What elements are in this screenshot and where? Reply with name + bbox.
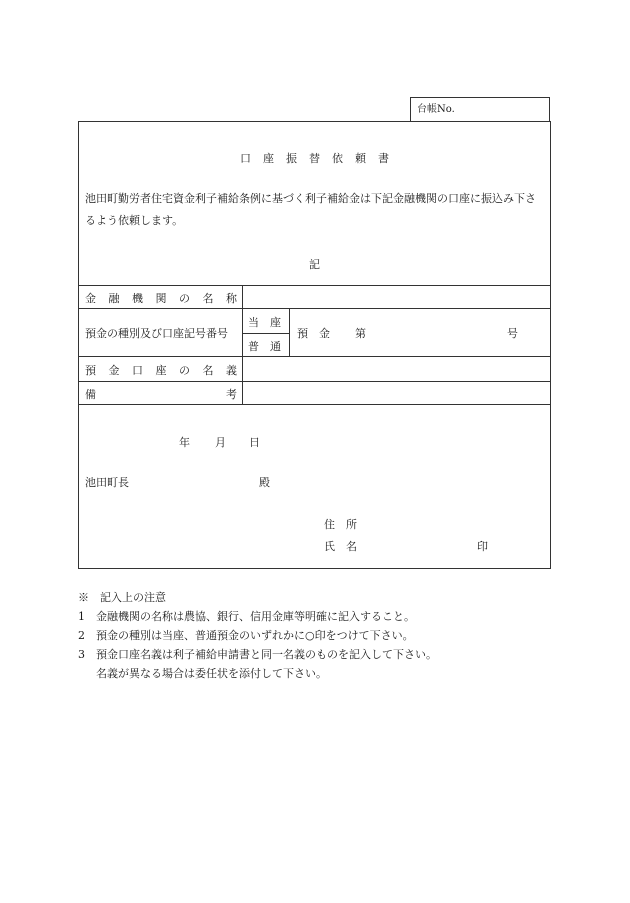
holder-char: 義 xyxy=(226,364,237,377)
account-holder-label xyxy=(85,362,237,378)
ledger-number-label: 台帳No. xyxy=(417,104,455,115)
type-column-line xyxy=(289,308,290,356)
name-label: 氏 名 xyxy=(324,540,357,553)
notes-section xyxy=(78,588,437,683)
note-number: 3 xyxy=(78,648,85,661)
addressee: 池田町長 xyxy=(85,476,129,489)
remarks-label xyxy=(85,386,237,402)
note-continuation: 名義が異なる場合は委任状を添付して下さい。 xyxy=(96,667,327,680)
type-split-line xyxy=(242,333,289,334)
row-line-2 xyxy=(79,356,550,357)
intro-text: 池田町勤労者住宅資金利子補給条例に基づく利子補給金は下記金融機関の口座に振込み下さるよう依頼します。 xyxy=(85,192,536,227)
note-item xyxy=(78,645,437,664)
transfer-request-form xyxy=(78,121,551,569)
institution-char: 金 xyxy=(85,292,96,305)
note-text: 金融機関の名称は農協、銀行、信用金庫等明確に記入すること。 xyxy=(96,610,415,623)
table-top-line xyxy=(79,285,550,286)
note-item xyxy=(78,626,437,645)
touza-option: 当 座 xyxy=(248,316,281,329)
account-type-label: 預金の種別及び口座記号番号 xyxy=(85,327,228,340)
holder-char: 預 xyxy=(85,364,96,377)
seal-mark: 印 xyxy=(477,540,488,553)
date-month: 月 xyxy=(215,436,226,449)
label-column-line xyxy=(242,285,243,404)
ledger-number-box xyxy=(410,97,550,121)
note-item xyxy=(78,607,437,626)
holder-char: 口 xyxy=(132,364,143,377)
note-text: 預金口座名義は利子補給申請書と同一名義のものを記入して下さい。 xyxy=(96,648,437,661)
notes-heading: ※ 記入上の注意 xyxy=(78,591,166,604)
go-label: 号 xyxy=(507,327,518,340)
dai-label: 第 xyxy=(355,327,366,340)
institution-char: 名 xyxy=(202,292,214,305)
institution-char: 関 xyxy=(155,292,167,305)
ki-label: 記 xyxy=(309,258,320,271)
remarks-char: 考 xyxy=(226,388,237,401)
note-number: 1 xyxy=(78,610,85,623)
remarks-char: 備 xyxy=(85,388,96,401)
holder-char: の xyxy=(179,364,190,377)
futsu-option: 普 通 xyxy=(248,340,281,353)
institution-char: 称 xyxy=(226,292,237,305)
address-label: 住 所 xyxy=(324,518,357,531)
institution-char: の xyxy=(179,292,190,305)
holder-char: 座 xyxy=(155,364,167,377)
form-title: 口座振替依頼書 xyxy=(240,152,401,165)
institution-char: 融 xyxy=(108,292,120,305)
row-line-4 xyxy=(79,404,550,405)
institution-name-label xyxy=(85,290,237,306)
note-number: 2 xyxy=(78,629,85,642)
holder-char: 金 xyxy=(108,364,120,377)
date-year: 年 xyxy=(179,436,190,449)
row-line-1 xyxy=(79,308,550,309)
note-text: 預金の種別は当座、普通預金のいずれかに○印をつけて下さい。 xyxy=(96,629,414,642)
row-line-3 xyxy=(79,381,550,382)
holder-char: 名 xyxy=(202,364,214,377)
dono-label: 殿 xyxy=(259,476,270,489)
date-day: 日 xyxy=(249,436,260,449)
yokin-label: 預 金 xyxy=(297,327,330,340)
institution-char: 機 xyxy=(132,292,143,305)
